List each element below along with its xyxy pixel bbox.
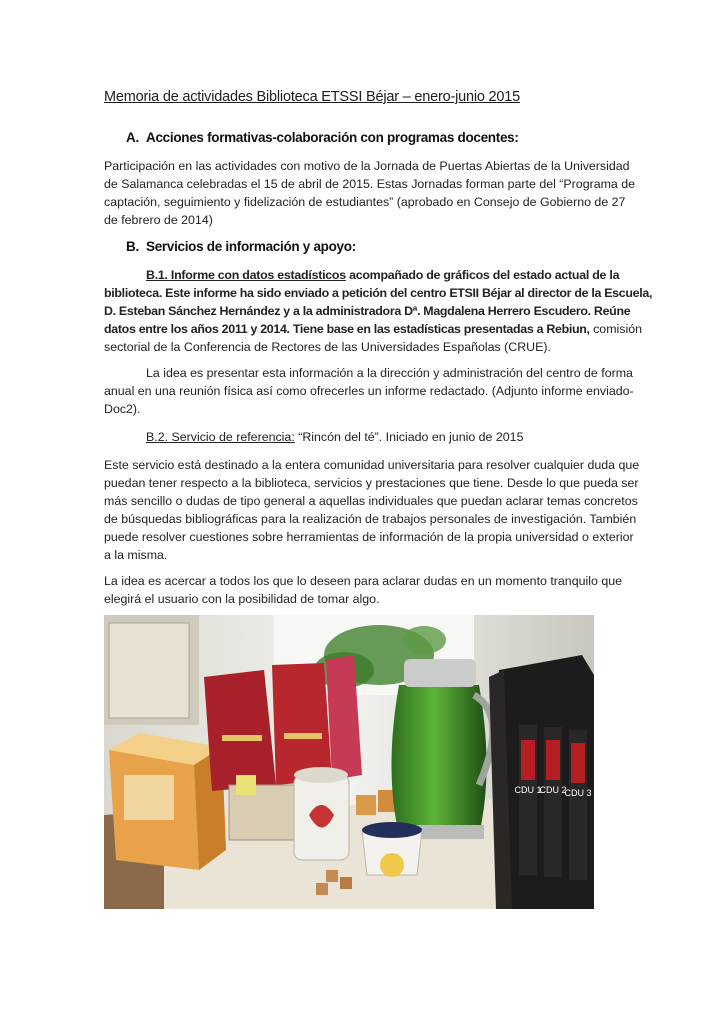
paragraph-line: más sencillo o dudas de tipo general a aquellas individuales que puedan aclarar temas concretos [104, 494, 638, 508]
paragraph-line: La idea es presentar esta información a la dirección y administración del centro de forma [146, 366, 633, 380]
paragraph-line: de febrero de 2014) [104, 213, 213, 227]
cdu-books [489, 655, 594, 909]
page-title: Memoria de actividades Biblioteca ETSSI Béjar – enero-junio 2015 [104, 89, 520, 105]
b2-link: B.2. Servicio de referencia: [146, 430, 295, 444]
paragraph-line: a la misma. [104, 548, 168, 562]
paragraph-line: biblioteca. Este informe ha sido enviado a petición del centro ETSII Béjar al director de la Escuela, [104, 286, 653, 300]
paragraph-line: anual en una reunión física así como ofrecerles un informe redactado. (Adjunto informe enviado- [104, 384, 634, 398]
b1-fourth-line-rest: comisión [589, 322, 643, 336]
section-a-paragraph [104, 157, 636, 229]
b2-rest: “Rincón del té”. Iniciado en junio de 2015 [294, 430, 524, 444]
b2-service-paragraph [104, 456, 640, 564]
tea-corner-photo [104, 615, 594, 909]
b2-heading-line [104, 428, 622, 446]
section-a-title: Acciones formativas-colaboración con programas docentes: [146, 130, 519, 145]
paragraph-line: captación, seguimiento y fidelización de estudiantes” (aprobado en Consejo de Gobierno de 27 [104, 195, 626, 209]
paragraph-line: Doc2). [104, 402, 141, 416]
book-label-1: CDU 1 [514, 785, 542, 795]
paragraph-line: puedan tener respecto a la biblioteca, servicios y prestaciones que tiene. Desde lo que pueda ser [104, 476, 639, 490]
section-b-heading [126, 239, 356, 254]
mug [362, 822, 422, 877]
white-jar [294, 767, 349, 860]
section-b-letter: B. [126, 239, 139, 254]
b1-fourth-line [104, 320, 643, 338]
paragraph-line: de búsquedas bibliográficas para la realización de trabajos personales de investigación. También [104, 512, 637, 526]
kettle [392, 659, 493, 839]
paragraph-line: Este servicio está destinado a la entera comunidad universitaria para resolver cualquier duda que [104, 458, 640, 472]
b2-idea-paragraph [104, 572, 622, 608]
b1-first-line-rest: acompañado de gráficos del estado actual de la [345, 268, 620, 282]
b2-line [104, 428, 622, 446]
paragraph-line: Participación en las actividades con motivo de la Jornada de Puertas Abiertas de la Universidad [104, 159, 630, 173]
paragraph-line: D. Esteban Sánchez Hernández y a la administradora Dª. Magdalena Herrero Escudero. Reúne [104, 304, 631, 318]
b1-first-line [104, 266, 622, 284]
paragraph-line: puede resolver cuestiones sobre herramientas de información de la propia universidad o exterior [104, 530, 634, 544]
tea-box [109, 733, 226, 870]
section-b-title: Servicios de información y apoyo: [146, 239, 356, 254]
section-a-letter: A. [126, 130, 139, 145]
b1-idea-paragraph [104, 364, 634, 418]
paragraph-line: sectorial de la Conferencia de Rectores de las Universidades Españolas (CRUE). [104, 340, 551, 354]
book-label-2: CDU 2 [539, 785, 567, 795]
paragraph-line: de Salamanca celebradas el 15 de abril de 2015. Estas Jornadas forman parte del “Programa de [104, 177, 636, 191]
paragraph-line: elegirá el usuario con la posibilidad de tomar algo. [104, 592, 380, 606]
section-a-heading [126, 130, 519, 145]
b1-paragraph [104, 266, 653, 356]
b1-fourth-line-bold: datos entre los años 2011 y 2014. Tiene base en las estadísticas presentadas a Rebiun, [104, 322, 590, 336]
paragraph-line: La idea es acercar a todos los que lo deseen para aclarar dudas en un momento tranquilo que [104, 574, 622, 588]
book-label-3: CDU 3 [564, 788, 592, 798]
b1-link: B.1. Informe con datos estadísticos [146, 268, 346, 282]
